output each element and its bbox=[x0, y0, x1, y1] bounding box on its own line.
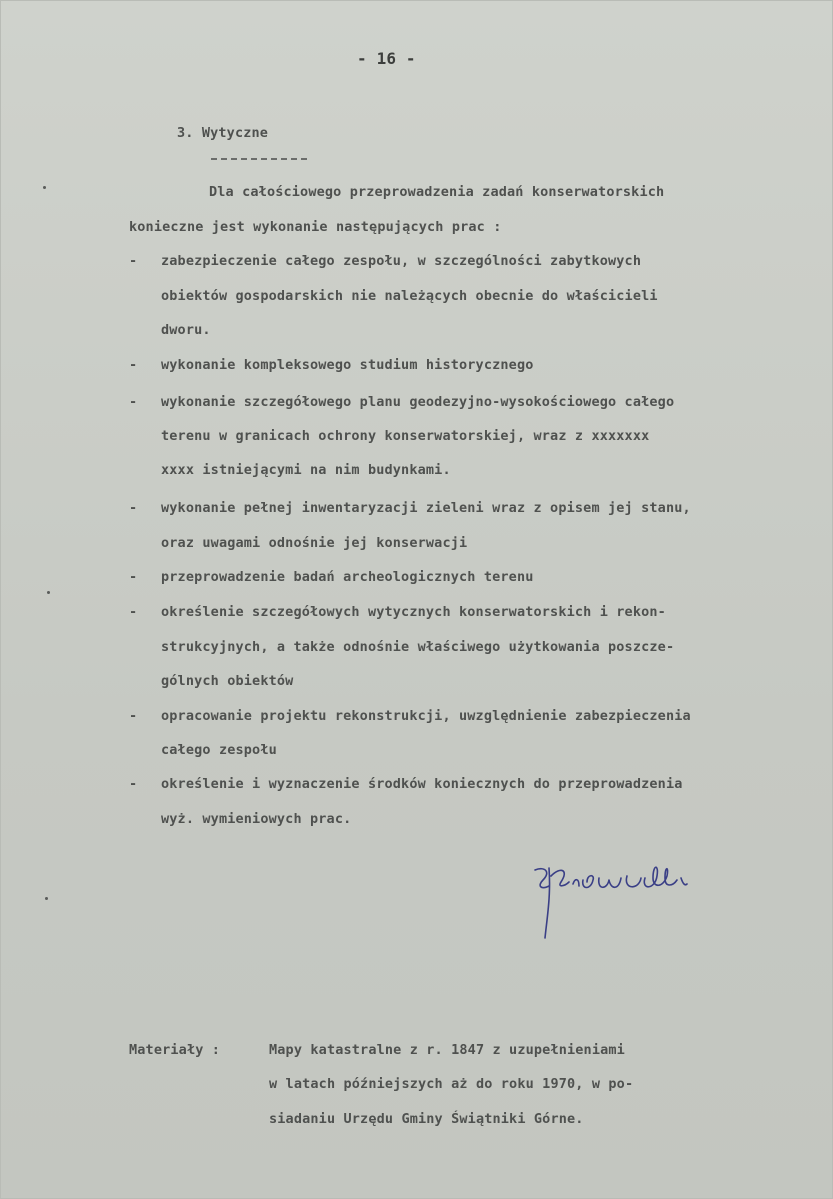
heading-underline bbox=[211, 158, 307, 160]
list-item-line: strukcyjnych, a także odnośnie właściwego użytkowania poszcze- bbox=[161, 639, 675, 655]
list-bullet: - bbox=[129, 394, 138, 410]
list-item-line: obiektów gospodarskich nie należących obecnie do właścicieli bbox=[161, 288, 658, 304]
materials-line: siadaniu Urzędu Gminy Świątniki Górne. bbox=[269, 1111, 584, 1127]
list-item-line: określenie szczegółowych wytycznych konserwatorskich i rekon- bbox=[161, 604, 666, 620]
list-item-line: gólnych obiektów bbox=[161, 673, 294, 689]
list-item-line: opracowanie projektu rekonstrukcji, uwzględnienie zabezpieczenia bbox=[161, 708, 691, 724]
intro-line-1: Dla całościowego przeprowadzenia zadań konserwatorskich bbox=[209, 184, 665, 200]
list-item-line: zabezpieczenie całego zespołu, w szczególności zabytkowych bbox=[161, 253, 642, 269]
list-bullet: - bbox=[129, 604, 138, 620]
list-bullet: - bbox=[129, 253, 138, 269]
section-heading: 3. Wytyczne bbox=[177, 125, 269, 141]
list-item-line: całego zespołu bbox=[161, 742, 277, 758]
list-item-line: wykonanie pełnej inwentaryzacji zieleni wraz z opisem jej stanu, bbox=[161, 500, 691, 516]
margin-mark bbox=[45, 897, 48, 900]
list-bullet: - bbox=[129, 357, 138, 373]
list-item-line: wykonanie kompleksowego studium historycznego bbox=[161, 357, 534, 373]
list-item-line: określenie i wyznaczenie środków koniecznych do przeprowadzenia bbox=[161, 776, 683, 792]
materials-label: Materiały : bbox=[129, 1042, 221, 1058]
page-number: - 16 - bbox=[357, 49, 416, 68]
list-item-line: przeprowadzenie badań archeologicznych terenu bbox=[161, 569, 534, 585]
margin-mark bbox=[47, 591, 50, 594]
list-bullet: - bbox=[129, 776, 138, 792]
materials-line: Mapy katastralne z r. 1847 z uzupełnieniami bbox=[269, 1042, 625, 1058]
materials-line: w latach późniejszych aż do roku 1970, w po- bbox=[269, 1076, 634, 1092]
list-item-line: wykonanie szczegółowego planu geodezyjno-wysokościowego całego bbox=[161, 394, 675, 410]
list-bullet: - bbox=[129, 708, 138, 724]
list-bullet: - bbox=[129, 569, 138, 585]
intro-line-2: konieczne jest wykonanie następujących prac : bbox=[129, 219, 502, 235]
list-item-line: wyż. wymieniowych prac. bbox=[161, 811, 352, 827]
list-item-line: dworu. bbox=[161, 322, 211, 338]
handwritten-signature bbox=[521, 856, 791, 946]
list-item-line: terenu w granicach ochrony konserwatorskiej, wraz z xxxxxxx bbox=[161, 428, 650, 444]
margin-mark bbox=[43, 186, 46, 189]
list-bullet: - bbox=[129, 500, 138, 516]
list-item-line: xxxx istniejącymi na nim budynkami. bbox=[161, 462, 451, 478]
list-item-line: oraz uwagami odnośnie jej konserwacji bbox=[161, 535, 468, 551]
